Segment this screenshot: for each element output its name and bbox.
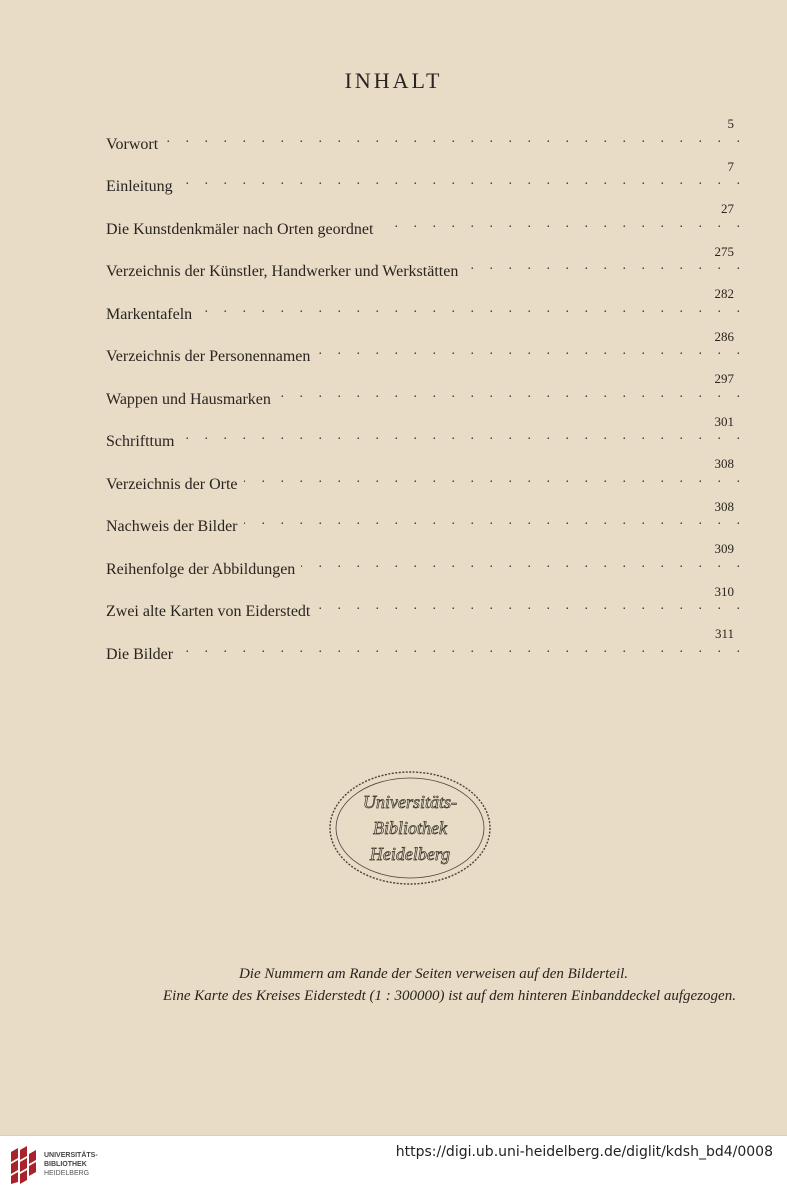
toc-leader-dots <box>316 347 746 367</box>
toc-entry-page: 308 <box>714 498 734 514</box>
toc-entry <box>106 367 746 410</box>
stamp-line-2: Bibliothek <box>373 818 447 838</box>
toc-entry-label: Die Kunstdenkmäler nach Orten geordnet <box>106 220 379 240</box>
toc-entry <box>106 452 746 495</box>
logo-line-3: HEIDELBERG <box>44 1170 90 1177</box>
stamp-line-1: Universitäts- <box>363 792 457 812</box>
toc-leader-dots <box>179 645 746 665</box>
toc-entry-page: 282 <box>714 286 734 301</box>
logo-line-1: UNIVERSITÄTS- <box>44 1152 98 1159</box>
footnote-line-1: Die Nummern am Rande der Seiten verweisen auf den Bilderteil. <box>238 966 629 982</box>
toc-leader-dots <box>180 432 746 452</box>
stamp-line-3: Heidelberg <box>369 844 451 864</box>
toc-leader-dots <box>464 262 746 282</box>
toc-entry-page: 309 <box>714 541 734 556</box>
toc-entry-page: 286 <box>714 328 734 344</box>
toc-leader-dots <box>164 135 746 155</box>
toc-entry-label: Zwei alte Karten von Eiderstedt <box>106 602 316 622</box>
toc-entry-label: Verzeichnis der Personennamen <box>106 347 316 367</box>
toc-entry-page: 27 <box>721 201 734 216</box>
toc-entry-label: Verzeichnis der Orte <box>106 475 244 495</box>
toc-entry-label: Einleitung <box>106 177 179 197</box>
toc-entry <box>106 537 746 580</box>
toc-entry-label: Wappen und Hausmarken <box>106 390 277 410</box>
document-url[interactable]: https://digi.ub.uni-heidelberg.de/diglit/kdsh_bd4/0008 <box>395 1144 773 1160</box>
toc-entry-label: Nachweis der Bilder <box>106 517 244 537</box>
toc-leader-dots <box>379 220 746 240</box>
toc-entry-page: 275 <box>714 243 734 259</box>
toc-entry-label: Schrifttum <box>106 432 180 452</box>
table-of-contents <box>106 112 746 665</box>
toc-entry <box>106 580 746 623</box>
toc-entry <box>106 155 746 198</box>
toc-entry-label: Markentafeln <box>106 305 198 325</box>
toc-leader-dots <box>179 177 746 197</box>
toc-leader-dots <box>244 517 746 537</box>
toc-entry <box>106 410 746 453</box>
toc-leader-dots <box>316 602 746 622</box>
university-library-name[interactable] <box>44 1151 98 1178</box>
toc-entry <box>106 325 746 368</box>
toc-entry-page: 311 <box>714 626 734 641</box>
toc-entry <box>106 622 746 665</box>
toc-entry-page: 7 <box>727 158 734 174</box>
toc-entry-label: Die Bilder <box>106 645 179 665</box>
toc-entry-page: 297 <box>714 371 734 386</box>
toc-entry-label: Verzeichnis der Künstler, Handwerker und Werkstätten <box>106 262 464 282</box>
toc-entry <box>106 240 746 283</box>
toc-entry-label: Reihenfolge der Abbildungen <box>106 560 301 580</box>
toc-entry-label: Vorwort <box>106 135 164 155</box>
toc-leader-dots <box>277 390 746 410</box>
logo-line-2: BIBLIOTHEK <box>44 1161 87 1168</box>
toc-entry <box>106 282 746 325</box>
university-library-logo-icon[interactable] <box>8 1146 38 1184</box>
toc-entry <box>106 197 746 240</box>
toc-entry <box>106 495 746 538</box>
toc-entry-page: 308 <box>714 456 734 471</box>
toc-entry-page: 301 <box>714 413 734 429</box>
library-stamp <box>326 768 494 888</box>
toc-entry-page: 5 <box>727 116 734 131</box>
toc-leader-dots <box>244 475 747 495</box>
toc-entry <box>106 112 746 155</box>
toc-entry-page: 310 <box>714 583 734 599</box>
toc-leader-dots <box>198 305 746 325</box>
page-title: INHALT <box>344 68 443 93</box>
viewer-footer <box>0 1135 787 1194</box>
toc-leader-dots <box>301 560 746 580</box>
footnote-line-2: Eine Karte des Kreises Eiderstedt (1 : 300000) ist auf dem hinteren Einbanddeckel aufgezogen. <box>163 988 736 1004</box>
